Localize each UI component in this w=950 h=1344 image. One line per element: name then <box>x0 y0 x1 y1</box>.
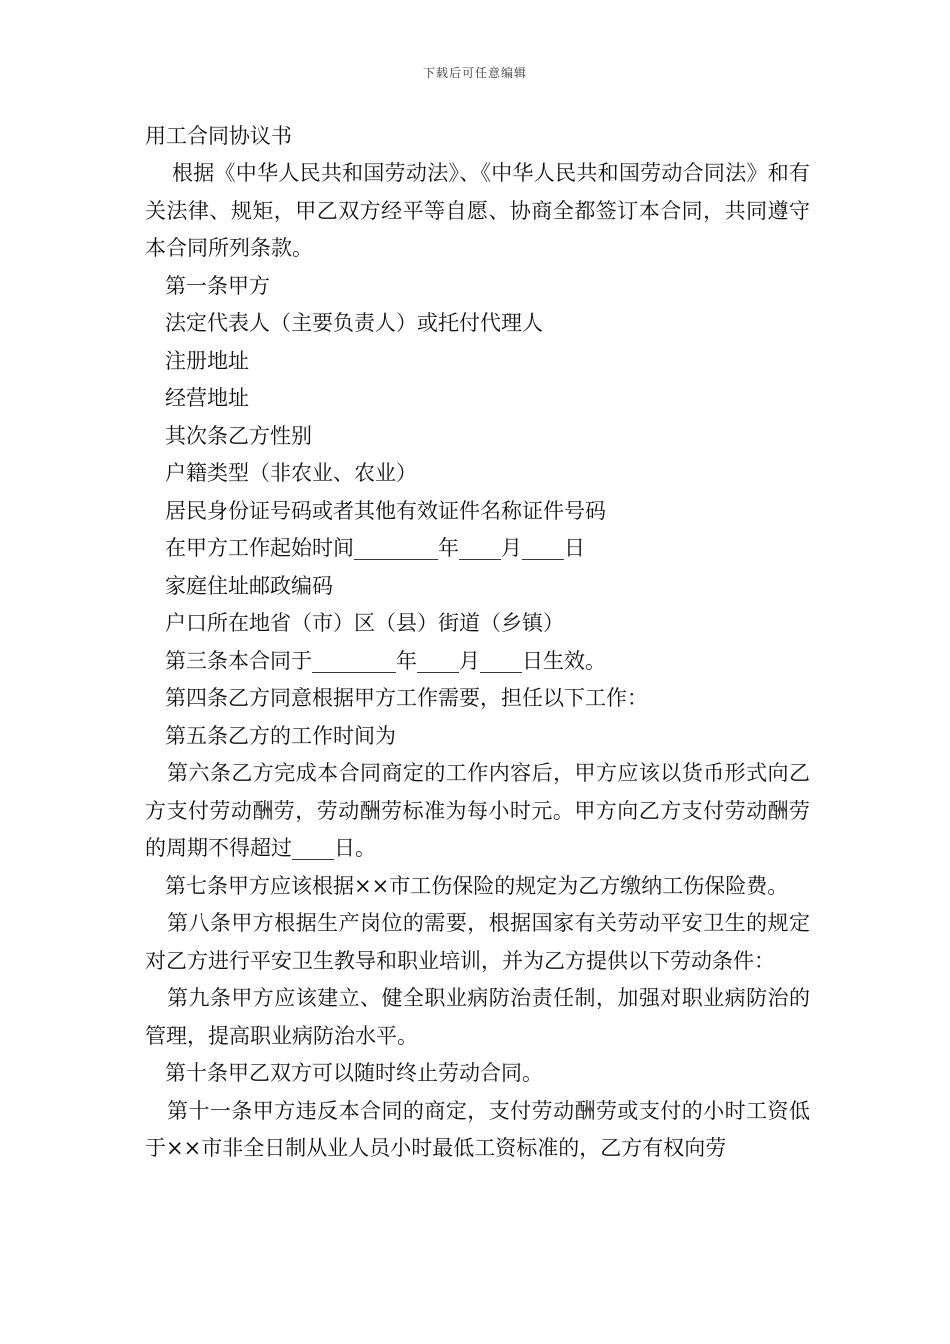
paragraph-legal-representative: 法定代表人（主要负责人）或托付代理人 <box>165 311 543 335</box>
paragraph-article-2: 其次条乙方性别 <box>165 423 312 448</box>
paragraph-household-location: 户口所在地省（市）区（县）街道（乡镇） <box>165 611 564 635</box>
paragraph-household-type: 户籍类型（非农业、农业） <box>165 461 417 485</box>
header-note: 下载后可任意编辑 <box>422 66 527 80</box>
paragraph-home-address: 家庭住址邮政编码 <box>165 573 333 598</box>
paragraph-article-10: 第十条甲乙双方可以随时终止劳动合同。 <box>165 1061 543 1085</box>
paragraph-business-address: 经营地址 <box>165 386 249 410</box>
paragraph-article-3: 第三条本合同于________年____月____日生效。 <box>165 648 606 673</box>
paragraph-article-11: 第十一条甲方违反本合同的商定，支付劳动酬劳或支付的小时工资低于××市非全日制从业人员小时最低工资标准的，乙方有权向劳 <box>145 1098 810 1160</box>
paragraph-registered-address: 注册地址 <box>165 348 249 373</box>
paragraph-article-1: 第一条甲方 <box>165 273 270 298</box>
paragraph-article-5: 第五条乙方的工作时间为 <box>165 723 396 748</box>
paragraph-start-date: 在甲方工作起始时间________年____月____日 <box>165 536 585 560</box>
paragraph-id-number: 居民身份证号码或者其他有效证件名称证件号码 <box>165 498 606 523</box>
paragraph-article-4: 第四条乙方同意根据甲方工作需要，担任以下工作： <box>165 686 648 710</box>
paragraph-article-8: 第八条甲方根据生产岗位的需要，根据国家有关劳动平安卫生的规定对乙方进行平安卫生教导和职业培训，并为乙方提供以下劳动条件： <box>145 911 810 973</box>
document-body <box>145 118 810 1168</box>
paragraph-preamble: 根据《中华人民共和国劳动法》、《中华人民共和国劳动合同法》和有关法律、规矩，甲乙双方经平等自愿、协商全都签订本合同，共同遵守本合同所列条款。 <box>145 161 810 260</box>
paragraph-article-9: 第九条甲方应该建立、健全职业病防治责任制，加强对职业病防治的管理，提高职业病防治水平。 <box>145 986 810 1048</box>
paragraph-article-6: 第六条乙方完成本合同商定的工作内容后，甲方应该以货币形式向乙方支付劳动酬劳，劳动酬劳标准为每小时元。甲方向乙方支付劳动酬劳的周期不得超过____日。 <box>145 761 810 860</box>
document-title: 用工合同协议书 <box>145 124 292 148</box>
paragraph-article-7: 第七条甲方应该根据××市工伤保险的规定为乙方缴纳工伤保险费。 <box>165 873 789 898</box>
